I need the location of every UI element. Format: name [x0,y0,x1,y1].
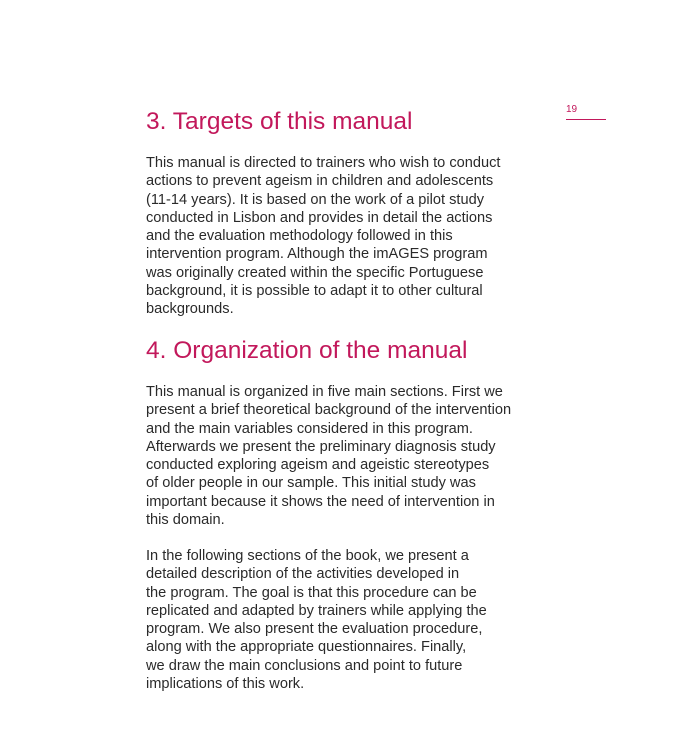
text-line: conducted in Lisbon and provides in detail the actions [146,209,493,226]
section-3-heading: 3. Targets of this manual [146,108,413,135]
text-line: the program. The goal is that this procedure can be [146,584,477,601]
text-line: intervention program. Although the imAGES program [146,246,488,263]
text-line: of older people in our sample. This initial study was [146,475,476,492]
text-line: This manual is directed to trainers who wish to conduct [146,155,501,171]
text-line: implications of this work. [146,676,305,693]
text-line: we draw the main conclusions and point to future [146,657,463,674]
text-line: along with the appropriate questionnaires. Finally, [146,639,467,656]
text-line: In the following sections of the book, we present a [146,548,469,564]
text-line: backgrounds. [146,301,234,318]
text-line: This manual is organized in five main sections. First we [146,384,503,400]
text-line: background, it is possible to adapt it to other cultural [146,283,483,300]
text-line: actions to prevent ageism in children and adolescents [146,173,494,190]
section-4-paragraph-2 [146,547,487,693]
text-line: program. We also present the evaluation procedure, [146,621,483,638]
section-3-paragraph-1 [146,154,500,319]
section-4-heading: 4. Organization of the manual [146,337,468,364]
text-line: present a brief theoretical background of the intervention [146,402,512,419]
page-number-rule [566,119,606,120]
text-line: replicated and adapted by trainers while applying the [146,602,487,619]
text-line: conducted exploring ageism and ageistic stereotypes [146,457,490,474]
text-line: detailed description of the activities developed in [146,566,460,583]
text-line: Afterwards we present the preliminary diagnosis study [146,438,496,455]
text-line: important because it shows the need of intervention in [146,493,495,510]
page-number: 19 [566,104,578,115]
text-line: was originally created within the specific Portuguese [146,264,484,281]
text-line: and the evaluation methodology followed in this [146,228,453,245]
text-line: and the main variables considered in this program. [146,420,473,437]
text-line: (11-14 years). It is based on the work of a pilot study [146,191,484,208]
text-line: this domain. [146,512,225,529]
section-4-paragraph-1 [146,383,511,529]
